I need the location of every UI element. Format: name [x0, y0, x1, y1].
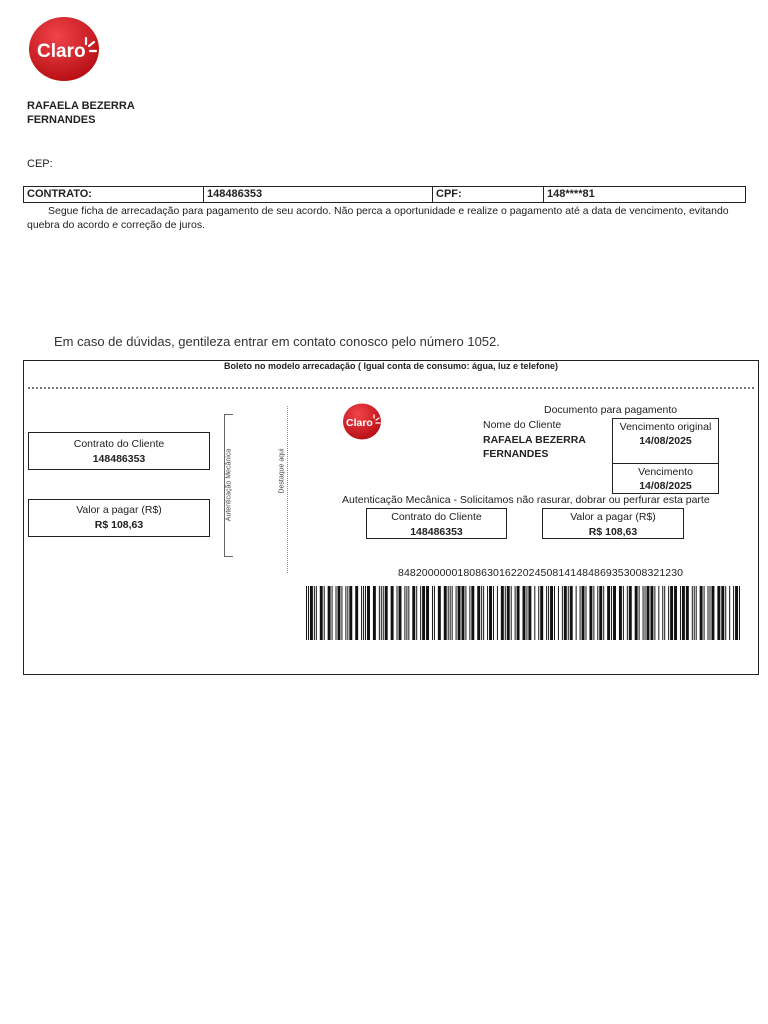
logo-text: Claro	[37, 41, 86, 62]
barcode-bar	[635, 586, 638, 640]
barcode-bar	[461, 586, 464, 640]
barcode-bar	[593, 586, 594, 640]
barcode-bar	[332, 586, 333, 640]
barcode-bar	[733, 586, 734, 640]
barcode-bar	[645, 586, 646, 640]
main-valor-value: R$ 108,63	[588, 526, 638, 538]
cpf-label: CPF:	[433, 187, 544, 202]
barcode-bar	[546, 586, 547, 640]
barcode-bar	[434, 586, 435, 640]
barcode-bar	[501, 586, 504, 640]
barcode-bar	[564, 586, 567, 640]
barcode-bar	[438, 586, 441, 640]
dotted-divider	[28, 387, 754, 389]
barcode-bar	[682, 586, 685, 640]
barcode-bar	[674, 586, 677, 640]
barcode-bar	[341, 586, 342, 640]
logo-small-text: Claro	[346, 417, 373, 429]
barcode-bar	[550, 586, 553, 640]
barcode-bar	[696, 586, 697, 640]
barcode-bar	[316, 586, 317, 640]
barcode-bar	[540, 586, 543, 640]
barcode-bar	[450, 586, 451, 640]
main-contract-value: 148486353	[410, 526, 463, 538]
barcode-bar	[538, 586, 539, 640]
main-valor-label: Valor a pagar (R$)	[570, 511, 656, 523]
auth-message: Autenticação Mecânica - Solicitamos não rasurar, dobrar ou perfurar esta parte	[342, 494, 710, 506]
main-contract-box	[366, 508, 507, 539]
barcode-bar	[534, 586, 535, 640]
barcode-bar	[658, 586, 659, 640]
barcode-bar	[680, 586, 681, 640]
boleto-title: Boleto no modelo arrecadação ( Igual conta de consumo: água, luz e telefone)	[223, 361, 559, 371]
contract-table	[23, 186, 746, 203]
barcode-bar	[599, 586, 602, 640]
barcode-bar	[515, 586, 516, 640]
due-date-label: Vencimento	[638, 466, 693, 478]
barcode-bar	[347, 586, 348, 640]
contrato-label: CONTRATO:	[24, 187, 204, 202]
barcode-bar	[493, 586, 494, 640]
barcode-bar	[481, 586, 482, 640]
barcode-bar	[383, 586, 384, 640]
barcode-bar	[639, 586, 640, 640]
barcode-bar	[487, 586, 488, 640]
barcode-bar	[711, 586, 714, 640]
barcode-bar	[379, 586, 380, 640]
client-name-value: RAFAELA BEZERRA FERNANDES	[483, 434, 586, 460]
barcode-bar	[700, 586, 703, 640]
stub-valor-value: R$ 108,63	[94, 519, 144, 531]
barcode-bar	[548, 586, 549, 640]
barcode-bar	[381, 586, 382, 640]
barcode-bar	[471, 586, 474, 640]
barcode-bar	[704, 586, 705, 640]
barcode-bar	[336, 586, 337, 640]
main-valor-box	[542, 508, 684, 539]
barcode-bar	[505, 586, 506, 640]
barcode-bar	[623, 586, 624, 640]
barcode-bar	[365, 586, 366, 640]
barcode-bar	[585, 586, 586, 640]
barcode-bar	[483, 586, 484, 640]
barcode-bar	[328, 586, 331, 640]
barcode-bar	[310, 586, 313, 640]
barcode-bar	[345, 586, 346, 640]
barcode-bar	[613, 586, 616, 640]
barcode-bar	[399, 586, 402, 640]
boleto-slip	[23, 360, 759, 675]
client-name: RAFAELA BEZERRA FERNANDES	[27, 100, 135, 126]
barcode-bar	[576, 586, 577, 640]
barcode-bar	[739, 586, 740, 640]
barcode	[306, 586, 740, 640]
barcode-bar	[337, 586, 340, 640]
client-name-label: Nome do Cliente	[483, 419, 562, 431]
barcode-bar	[709, 586, 710, 640]
stub-contract-box	[28, 432, 210, 470]
barcode-bar	[708, 586, 709, 640]
barcode-bar	[367, 586, 370, 640]
barcode-bar	[562, 586, 563, 640]
claro-logo	[28, 16, 100, 82]
due-date-box	[612, 463, 719, 494]
barcode-bar	[589, 586, 592, 640]
barcode-bar	[627, 586, 628, 640]
barcode-bar	[422, 586, 425, 640]
barcode-bar	[489, 586, 492, 640]
barcode-bar	[432, 586, 433, 640]
original-due-date-box	[612, 418, 719, 464]
barcode-bar	[580, 586, 581, 640]
barcode-bar	[517, 586, 520, 640]
barcode-bar	[306, 586, 307, 640]
barcode-bar	[717, 586, 720, 640]
barcode-bar	[582, 586, 585, 640]
barcode-bar	[570, 586, 573, 640]
barcode-bar	[654, 586, 655, 640]
barcode-bar	[523, 586, 526, 640]
barcode-bar	[597, 586, 598, 640]
barcode-bar	[668, 586, 669, 640]
barcode-bar	[320, 586, 323, 640]
original-due-date-value: 14/08/2025	[639, 435, 692, 447]
barcode-bar	[725, 586, 726, 640]
barcode-bar	[477, 586, 480, 640]
contrato-value: 148486353	[204, 187, 433, 202]
auth-vertical-label: Autenticação Mecânica	[225, 448, 233, 522]
barcode-bar	[686, 586, 689, 640]
barcode-bar	[458, 586, 461, 640]
barcode-bar	[554, 586, 555, 640]
claro-logo-small	[342, 403, 382, 440]
main-contract-label: Contrato do Cliente	[391, 511, 482, 523]
barcode-bar	[373, 586, 376, 640]
barcode-bar	[662, 586, 663, 640]
barcode-bar	[607, 586, 610, 640]
barcode-bar	[511, 586, 512, 640]
barcode-bar	[456, 586, 457, 640]
barcode-bar	[664, 586, 665, 640]
stub-contract-value: 148486353	[92, 453, 146, 465]
contact-message: Em caso de dúvidas, gentileza entrar em contato conosco pelo número 1052.	[54, 334, 500, 349]
barcode-bar	[528, 586, 531, 640]
barcode-bar	[314, 586, 315, 640]
barcode-bar	[729, 586, 730, 640]
barcode-bar	[308, 586, 309, 640]
barcode-bar	[355, 586, 358, 640]
cut-line	[287, 406, 288, 573]
barcode-bar	[448, 586, 449, 640]
barcode-bar	[603, 586, 604, 640]
barcode-bar	[619, 586, 622, 640]
barcode-bar	[568, 586, 569, 640]
barcode-bar	[385, 586, 388, 640]
barcode-digits: 848200000018086301622024508141484869353008321230	[398, 567, 684, 579]
barcode-bar	[404, 586, 405, 640]
intro-paragraph: Segue ficha de arrecadação para pagamento de seu acordo. Não perca a oportunidade e realize o pagamento até a data de vencimento, evitando quebra do acordo e correção de juros.	[27, 205, 729, 231]
barcode-bar	[647, 586, 650, 640]
document-title: Documento para pagamento	[544, 404, 678, 416]
barcode-bar	[420, 586, 421, 640]
barcode-bar	[465, 586, 466, 640]
barcode-bar	[721, 586, 724, 640]
barcode-bar	[643, 586, 644, 640]
barcode-bar	[650, 586, 653, 640]
barcode-bar	[324, 586, 325, 640]
barcode-bar	[349, 586, 352, 640]
barcode-bar	[735, 586, 738, 640]
barcode-bar	[670, 586, 673, 640]
barcode-bar	[397, 586, 398, 640]
cep-label: CEP:	[27, 158, 53, 170]
barcode-bar	[408, 586, 409, 640]
barcode-bar	[406, 586, 407, 640]
barcode-bar	[444, 586, 447, 640]
stub-valor-box	[28, 499, 210, 537]
barcode-bar	[452, 586, 453, 640]
original-due-date-label: Vencimento original	[619, 421, 712, 433]
barcode-bar	[361, 586, 362, 640]
stub-contract-label: Contrato do Cliente	[73, 438, 165, 450]
cpf-value: 148****81	[547, 188, 595, 200]
barcode-bar	[469, 586, 470, 640]
barcode-bar	[694, 586, 695, 640]
barcode-bar	[507, 586, 510, 640]
barcode-bar	[692, 586, 693, 640]
barcode-bar	[426, 586, 429, 640]
stub-valor-label: Valor a pagar (R$)	[76, 504, 162, 516]
destaque-vertical-label: Destaque aqui	[278, 448, 286, 494]
barcode-bar	[391, 586, 394, 640]
barcode-bar	[611, 586, 612, 640]
due-date-value: 14/08/2025	[639, 480, 692, 492]
barcode-bar	[363, 586, 364, 640]
barcode-bar	[526, 586, 527, 640]
barcode-bar	[558, 586, 559, 640]
barcode-bar	[629, 586, 632, 640]
barcode-bar	[416, 586, 417, 640]
barcode-bar	[497, 586, 498, 640]
barcode-bar	[412, 586, 415, 640]
